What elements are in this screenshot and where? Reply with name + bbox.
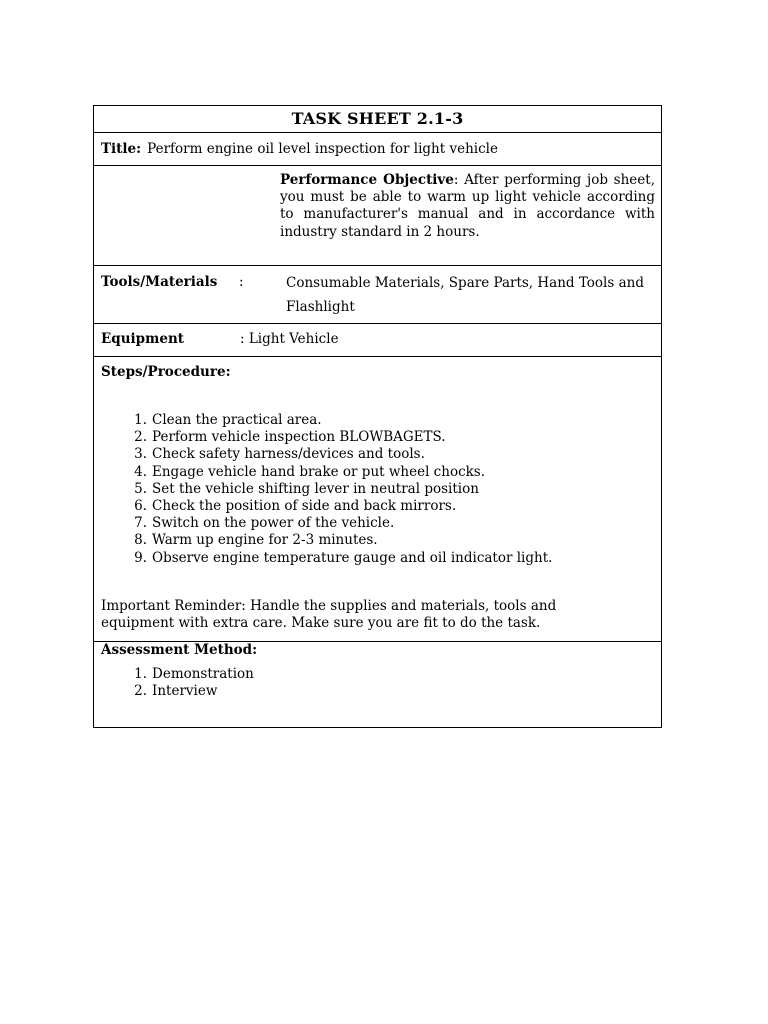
tools-materials-label: Tools/Materials xyxy=(101,274,218,290)
equipment-label: Equipment xyxy=(101,331,185,347)
task-sheet-table xyxy=(93,105,662,728)
step-number: 5. xyxy=(134,480,147,497)
step-text: Clean the practical area. xyxy=(152,412,322,428)
list-item xyxy=(118,429,552,446)
step-number: 4. xyxy=(134,463,147,480)
step-number: 7. xyxy=(134,515,147,532)
assessment-method-label: Assessment Method: xyxy=(101,642,258,658)
list-item xyxy=(118,666,254,683)
step-text: Switch on the power of the vehicle. xyxy=(152,515,395,532)
assessment-number: 1. xyxy=(134,666,147,682)
important-reminder: Important Reminder: Handle the supplies and materials, tools and equipment with extra care. Make sure you are fit to do the task. xyxy=(101,598,557,632)
assessment-method-row xyxy=(94,642,661,727)
tools-materials-row xyxy=(94,266,661,324)
assessment-number: 2. xyxy=(134,683,147,700)
title-row xyxy=(94,133,661,166)
step-text: Observe engine temperature gauge and oil indicator light. xyxy=(152,549,553,566)
step-text: Check the position of side and back mirrors. xyxy=(152,498,457,515)
task-sheet-title: TASK SHEET 2.1-3 xyxy=(291,109,464,128)
title-label: Title: xyxy=(101,141,142,157)
steps-list xyxy=(118,412,552,567)
tools-materials-value: Consumable Materials, Spare Parts, Hand Tools and Flashlight xyxy=(286,275,644,315)
list-item xyxy=(118,515,552,532)
assessment-list xyxy=(118,666,254,700)
equipment-value: : Light Vehicle xyxy=(240,331,339,347)
step-number: 9. xyxy=(134,549,147,566)
step-text: Engage vehicle hand brake or put wheel chocks. xyxy=(152,463,486,480)
list-item xyxy=(118,464,552,481)
step-text: Check safety harness/devices and tools. xyxy=(152,446,425,463)
list-item xyxy=(118,446,552,463)
step-text: Perform vehicle inspection BLOWBAGETS. xyxy=(152,429,446,446)
steps-procedure-row xyxy=(94,357,661,642)
tools-materials-colon: : xyxy=(239,274,244,290)
list-item xyxy=(118,412,552,429)
assessment-text: Interview xyxy=(152,683,218,700)
step-number: 8. xyxy=(134,532,147,549)
list-item xyxy=(118,532,552,549)
step-number: 2. xyxy=(134,429,147,446)
step-text: Warm up engine for 2-3 minutes. xyxy=(152,532,378,549)
assessment-text: Demonstration xyxy=(152,666,254,682)
title-value: Perform engine oil level inspection for light vehicle xyxy=(147,141,498,157)
step-text: Set the vehicle shifting lever in neutral position xyxy=(152,480,479,497)
step-number: 6. xyxy=(134,498,147,515)
performance-objective-row xyxy=(94,166,661,266)
performance-objective-label: Performance Objective xyxy=(280,172,454,188)
step-number: 3. xyxy=(134,446,147,463)
list-item xyxy=(118,550,552,567)
performance-objective xyxy=(280,172,655,241)
list-item xyxy=(118,683,254,700)
list-item xyxy=(118,498,552,515)
steps-procedure-label: Steps/Procedure: xyxy=(101,364,231,380)
step-number: 1. xyxy=(134,412,147,428)
performance-objective-text: : After performing job sheet, you must be able to warm up light vehicle according to manufacturer's manual and in accordance with industry standard in 2 hours. xyxy=(280,172,655,240)
equipment-row xyxy=(94,324,661,357)
list-item xyxy=(118,481,552,498)
task-sheet-header-row xyxy=(94,106,661,133)
